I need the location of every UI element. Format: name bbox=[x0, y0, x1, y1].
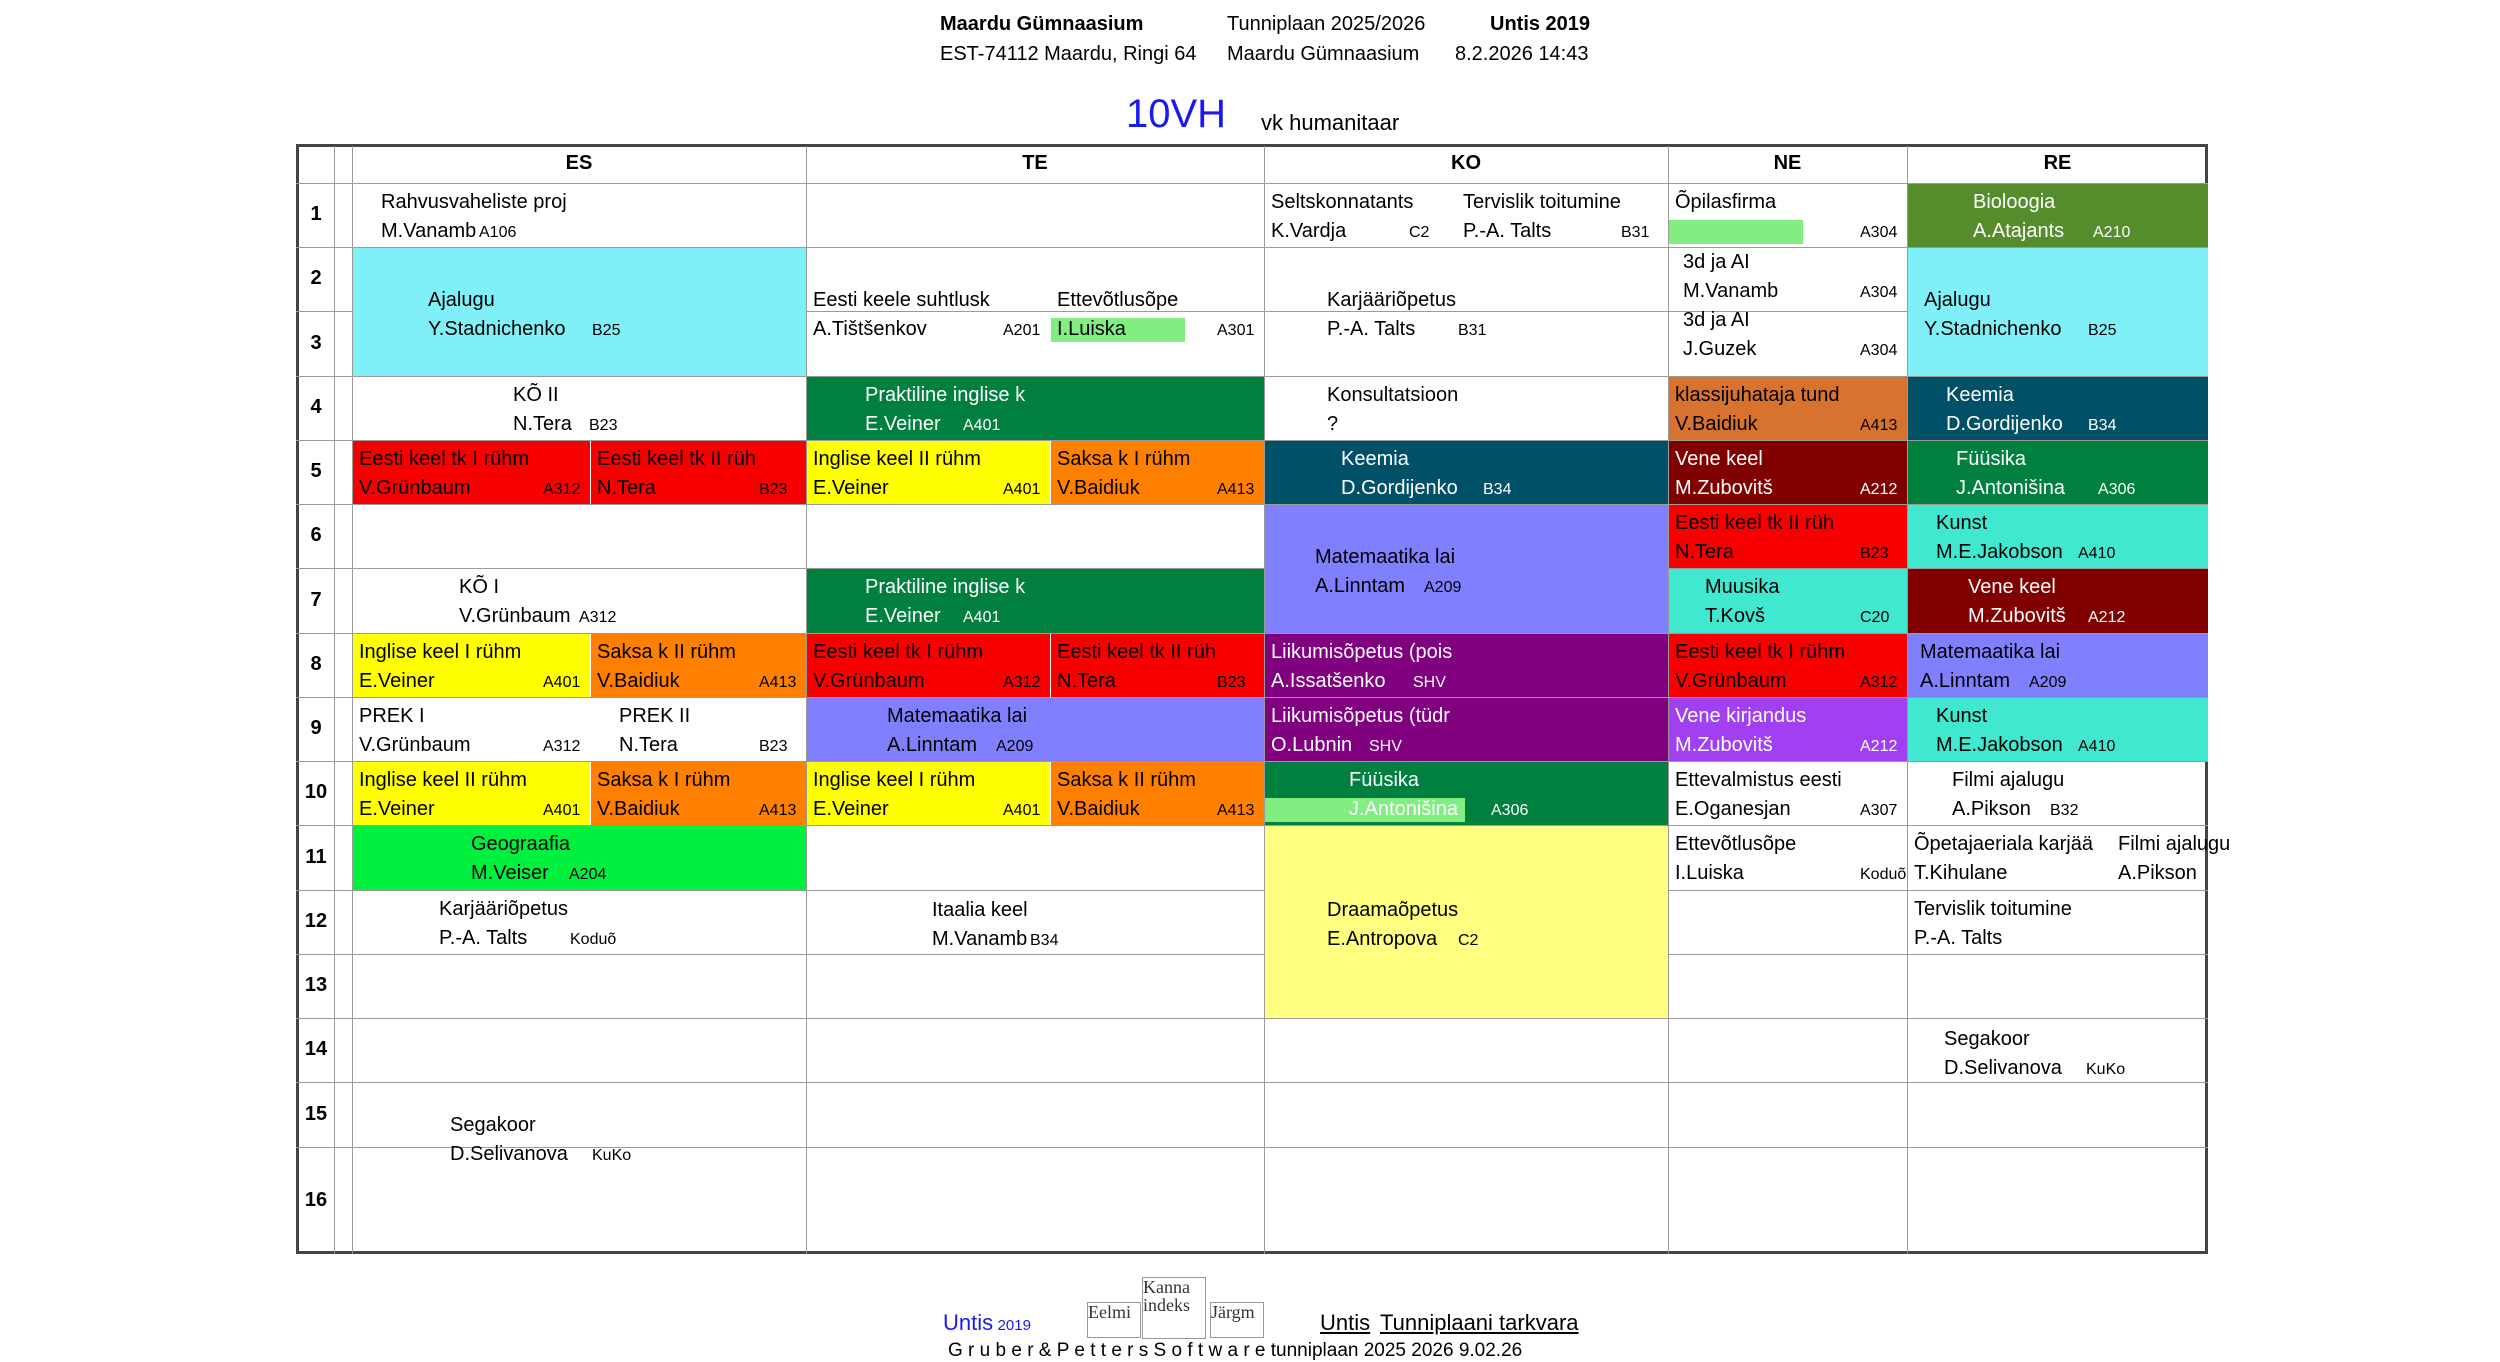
lesson-subject: Segakoor bbox=[1944, 1028, 2030, 1050]
lesson-cell[interactable] bbox=[1265, 377, 1668, 440]
lesson-cell[interactable] bbox=[1669, 441, 1907, 504]
lesson-subject: Matemaatika lai bbox=[1920, 641, 2061, 663]
lesson-subject: Bioloogia bbox=[1973, 191, 2056, 213]
lesson-subject: Füüsika bbox=[1349, 769, 1420, 791]
lesson-room: A209 bbox=[2029, 674, 2067, 691]
lesson-room: A212 bbox=[1860, 481, 1898, 498]
lesson-room: A306 bbox=[1491, 802, 1529, 819]
lesson-room: Koduõ bbox=[570, 931, 617, 948]
lesson-teacher: M.Vanamb bbox=[932, 928, 1028, 950]
lesson-teacher: J.Antonišina bbox=[1956, 477, 2065, 499]
lesson-room: B34 bbox=[2088, 417, 2117, 434]
lesson-teacher: E.Veiner bbox=[813, 798, 889, 820]
lesson-room: A312 bbox=[1860, 674, 1898, 691]
lesson-cell[interactable] bbox=[1908, 505, 2208, 568]
lesson-teacher: E.Veiner bbox=[359, 670, 435, 692]
lesson-subject: Karjääriõpetus bbox=[439, 898, 568, 920]
next-page-icon[interactable] bbox=[1210, 1302, 1264, 1338]
lesson-teacher: V.Baidiuk bbox=[1057, 477, 1140, 499]
index-page-alt: Kanna indeks bbox=[1143, 1277, 1190, 1315]
period-number-5: 5 bbox=[310, 460, 322, 482]
lesson-teacher: J.Guzek bbox=[1683, 338, 1757, 360]
lesson-room: B32 bbox=[2050, 802, 2079, 819]
lesson-teacher: M.Zubovitš bbox=[1968, 605, 2066, 627]
lesson-teacher: J.Antonišina bbox=[1349, 798, 1458, 820]
lesson-room: A212 bbox=[2088, 609, 2126, 626]
lesson-cell[interactable] bbox=[807, 762, 1050, 825]
lesson-room: A401 bbox=[1003, 802, 1041, 819]
lesson-teacher: E.Veiner bbox=[359, 798, 435, 820]
lesson-subject: Itaalia keel bbox=[932, 899, 1028, 921]
lesson-teacher: A.Issatšenko bbox=[1271, 670, 1386, 692]
lesson-cell[interactable] bbox=[353, 762, 590, 825]
lesson-room: A307 bbox=[1860, 802, 1898, 819]
lesson-teacher: T.Kovš bbox=[1705, 605, 1766, 627]
lesson-teacher: M.Zubovitš bbox=[1675, 734, 1773, 756]
lesson-cell[interactable] bbox=[353, 569, 806, 633]
lesson-room: A312 bbox=[579, 609, 617, 626]
lesson-subject: Eesti keele suhtlusk bbox=[813, 289, 990, 311]
lesson-room: B23 bbox=[1860, 545, 1889, 562]
school-name-secondary: Maardu Gümnaasium bbox=[1227, 43, 1420, 65]
lesson-cell[interactable] bbox=[1908, 184, 2208, 247]
lesson-subject: Eesti keel tk I rühm bbox=[1675, 641, 1846, 663]
lesson-room: A401 bbox=[1003, 481, 1041, 498]
lesson-cell[interactable] bbox=[353, 441, 590, 504]
period-number-6: 6 bbox=[310, 524, 322, 546]
lesson-subject: PREK II bbox=[619, 705, 691, 727]
lesson-subject: Eesti keel tk II rüh bbox=[1675, 512, 1834, 534]
lesson-cell[interactable] bbox=[807, 441, 1050, 504]
lesson-cell[interactable] bbox=[807, 634, 1050, 697]
lesson-teacher: M.E.Jakobson bbox=[1936, 541, 2063, 563]
lesson-subject: Liikumisõpetus (tüdr bbox=[1271, 705, 1450, 727]
lesson-subject: Füüsika bbox=[1956, 448, 2027, 470]
software-version: Untis 2019 bbox=[1490, 13, 1591, 35]
timetable-software-link[interactable]: Tunniplaani tarkvara bbox=[1380, 1310, 1579, 1335]
lesson-room: A204 bbox=[569, 866, 607, 883]
lesson-subject: Eesti keel tk I rühm bbox=[813, 641, 984, 663]
lesson-cell[interactable] bbox=[807, 569, 1264, 633]
lesson-subject: Inglise keel II rühm bbox=[813, 448, 981, 470]
lesson-room: A413 bbox=[1860, 417, 1898, 434]
lesson-cell[interactable] bbox=[1457, 184, 1668, 247]
lesson-room: B23 bbox=[589, 417, 618, 434]
day-header-ko: KO bbox=[1451, 152, 1481, 174]
lesson-subject: Vene keel bbox=[1968, 576, 2056, 598]
lesson-subject: Eesti keel tk I rühm bbox=[359, 448, 530, 470]
lesson-teacher: V.Grünbaum bbox=[1675, 670, 1787, 692]
lesson-subject: Inglise keel I rühm bbox=[359, 641, 522, 663]
lesson-room: A306 bbox=[2098, 481, 2136, 498]
lesson-teacher: P.-A. Talts bbox=[1327, 318, 1416, 340]
lesson-teacher: V.Baidiuk bbox=[597, 798, 680, 820]
lesson-cell[interactable] bbox=[353, 634, 590, 697]
lesson-room: A312 bbox=[543, 738, 581, 755]
lesson-cell[interactable] bbox=[1669, 248, 1907, 376]
lesson-subject: Eesti keel tk II rüh bbox=[1057, 641, 1216, 663]
period-number-12: 12 bbox=[304, 910, 328, 932]
lesson-cell[interactable] bbox=[591, 762, 806, 825]
lesson-teacher: D.Selivanova bbox=[450, 1143, 568, 1165]
lesson-teacher: M.Veiser bbox=[471, 862, 549, 884]
lesson-room: A413 bbox=[759, 802, 797, 819]
lesson-teacher: I.Luiska bbox=[1675, 862, 1744, 884]
index-page-icon[interactable] bbox=[1142, 1277, 1206, 1339]
lesson-cell[interactable] bbox=[1669, 698, 1907, 761]
lesson-teacher: I.Luiska bbox=[1057, 318, 1126, 340]
lesson-subject: Geograafia bbox=[471, 833, 570, 855]
lesson-cell[interactable] bbox=[353, 184, 806, 247]
period-number-14: 14 bbox=[304, 1038, 328, 1060]
lesson-room: B31 bbox=[1621, 224, 1650, 241]
lesson-subject: 3d ja AI bbox=[1683, 309, 1750, 331]
lesson-subject: Segakoor bbox=[450, 1114, 536, 1136]
lesson-room: A401 bbox=[963, 609, 1001, 626]
lesson-cell[interactable] bbox=[591, 698, 806, 761]
lesson-room: A209 bbox=[1424, 579, 1462, 596]
lesson-cell[interactable] bbox=[1265, 441, 1668, 504]
lesson-teacher: M.E.Jakobson bbox=[1936, 734, 2063, 756]
lesson-subject: Matemaatika lai bbox=[887, 705, 1028, 727]
lesson-cell[interactable] bbox=[1265, 698, 1668, 761]
period-number-3: 3 bbox=[310, 331, 322, 354]
lesson-teacher: M.Vanamb bbox=[381, 220, 477, 242]
lesson-subject: Vene keel bbox=[1675, 448, 1763, 470]
lesson-cell[interactable] bbox=[1265, 826, 1668, 1018]
period-number-15: 15 bbox=[304, 1102, 328, 1125]
lesson-room: B34 bbox=[1483, 481, 1512, 498]
lesson-teacher: Y.Stadnichenko bbox=[1924, 318, 2062, 340]
lesson-room: A410 bbox=[2078, 545, 2116, 562]
lesson-cell[interactable] bbox=[1669, 377, 1907, 440]
day-header-ne: NE bbox=[1773, 152, 1802, 174]
lesson-teacher: E.Veiner bbox=[865, 605, 941, 627]
footer-credit: G r u b e r & P e t t e r s S o f t w a r e tunniplaan 2025 2026 9.02.26 bbox=[948, 1340, 1523, 1361]
lesson-subject: Ettevõtlusõpe bbox=[1675, 833, 1797, 855]
period-number-13: 13 bbox=[304, 974, 328, 996]
lesson-cell[interactable] bbox=[1265, 505, 1668, 633]
lesson-room: A401 bbox=[543, 674, 581, 691]
lesson-room: A410 bbox=[2078, 738, 2116, 755]
lesson-room: Koduõ bbox=[1860, 866, 1907, 883]
lesson-room: A201 bbox=[1003, 322, 1041, 339]
lesson-cell[interactable] bbox=[353, 248, 806, 376]
lesson-teacher: M.Vanamb bbox=[1683, 280, 1779, 302]
lesson-teacher: A.Linntam bbox=[887, 734, 978, 756]
lesson-cell[interactable] bbox=[1669, 826, 1907, 890]
lesson-subject: Kunst bbox=[1936, 512, 1988, 534]
untis-link[interactable]: Untis bbox=[1320, 1310, 1371, 1335]
lesson-cell[interactable] bbox=[1051, 441, 1264, 504]
lesson-room: KuKo bbox=[592, 1147, 632, 1164]
class-description: vk humanitaar bbox=[1261, 110, 1400, 135]
lesson-teacher: N.Tera bbox=[513, 413, 572, 435]
lesson-teacher: V.Grünbaum bbox=[459, 605, 571, 627]
lesson-cell[interactable] bbox=[591, 634, 806, 697]
lesson-cell[interactable] bbox=[1669, 634, 1907, 697]
lesson-teacher: ? bbox=[1327, 413, 1339, 435]
lesson-cell[interactable] bbox=[1669, 569, 1907, 633]
lesson-room: A312 bbox=[543, 481, 581, 498]
plan-name: Tunniplaan 2025/2026 bbox=[1227, 13, 1426, 35]
lesson-room: A209 bbox=[996, 738, 1034, 755]
lesson-cell[interactable] bbox=[1908, 762, 2208, 825]
lesson-room: A106 bbox=[479, 224, 517, 241]
lesson-teacher: V.Baidiuk bbox=[1675, 413, 1758, 435]
lesson-room: B25 bbox=[592, 322, 621, 339]
lesson-cell[interactable] bbox=[1908, 698, 2208, 761]
lesson-cell[interactable] bbox=[1908, 441, 2208, 504]
footer-untis-label: Untis bbox=[943, 1310, 994, 1335]
school-address: EST-74112 Maardu, Ringi 64 bbox=[940, 43, 1197, 65]
previous-page-icon[interactable] bbox=[1087, 1302, 1141, 1338]
lesson-room: KuKo bbox=[2086, 1061, 2126, 1078]
lesson-teacher: A.Pikson bbox=[2118, 862, 2197, 884]
lesson-cell[interactable] bbox=[1265, 248, 1668, 376]
lesson-subject: Praktiline inglise k bbox=[865, 384, 1026, 406]
lesson-cell[interactable] bbox=[1051, 762, 1264, 825]
lesson-subject: Eesti keel tk II rüh bbox=[597, 448, 756, 470]
lesson-cell[interactable] bbox=[807, 248, 1050, 376]
lesson-teacher: A.Pikson bbox=[1952, 798, 2031, 820]
lesson-subject: Draamaõpetus bbox=[1327, 899, 1459, 921]
lesson-subject: KÕ II bbox=[513, 384, 559, 406]
lesson-teacher: D.Selivanova bbox=[1944, 1057, 2062, 1079]
lesson-subject: Saksa k I rühm bbox=[1057, 448, 1191, 470]
period-number-2: 2 bbox=[310, 267, 322, 289]
lesson-room: A413 bbox=[1217, 802, 1255, 819]
lesson-room: B34 bbox=[1030, 932, 1059, 949]
lesson-teacher: N.Tera bbox=[597, 477, 656, 499]
lesson-cell[interactable] bbox=[1908, 891, 2208, 954]
period-number-9: 9 bbox=[310, 717, 322, 739]
lesson-room: C2 bbox=[1409, 224, 1430, 241]
lesson-room: A413 bbox=[759, 674, 797, 691]
lesson-room: B23 bbox=[1217, 674, 1246, 691]
period-number-10: 10 bbox=[304, 781, 328, 803]
lesson-cell[interactable] bbox=[807, 826, 1264, 1018]
lesson-subject: PREK I bbox=[359, 705, 425, 727]
lesson-teacher: M.Zubovitš bbox=[1675, 477, 1773, 499]
lesson-cell[interactable] bbox=[1908, 634, 2208, 697]
lesson-room: A210 bbox=[2093, 224, 2131, 241]
lesson-teacher: E.Oganesjan bbox=[1675, 798, 1791, 820]
lesson-room: SHV bbox=[1413, 674, 1446, 691]
footer-untis-year: 2019 bbox=[997, 1317, 1031, 1334]
lesson-teacher: D.Gordijenko bbox=[1341, 477, 1458, 499]
lesson-cell[interactable] bbox=[1908, 569, 2208, 633]
lesson-teacher: A.Atajants bbox=[1973, 220, 2065, 242]
lesson-subject: Tervislik toitumine bbox=[1463, 191, 1621, 213]
lesson-cell[interactable] bbox=[1051, 248, 1264, 376]
teacher-highlight bbox=[1669, 220, 1803, 244]
lesson-room: C20 bbox=[1860, 609, 1890, 626]
lesson-subject: Karjääriõpetus bbox=[1327, 289, 1456, 311]
lesson-subject: Liikumisõpetus (pois bbox=[1271, 641, 1453, 663]
lesson-teacher: V.Baidiuk bbox=[1057, 798, 1140, 820]
lesson-room: A413 bbox=[1217, 481, 1255, 498]
lesson-room: C2 bbox=[1458, 932, 1479, 949]
lesson-teacher: N.Tera bbox=[1057, 670, 1116, 692]
lesson-teacher: A.Tištšenkov bbox=[813, 318, 927, 340]
lesson-teacher: K.Vardja bbox=[1271, 220, 1347, 242]
lesson-room: A401 bbox=[543, 802, 581, 819]
lesson-room: B23 bbox=[759, 481, 788, 498]
lesson-subject: Ajalugu bbox=[428, 289, 495, 311]
lesson-teacher: V.Grünbaum bbox=[359, 734, 471, 756]
lesson-subject: Konsultatsioon bbox=[1327, 384, 1459, 406]
lesson-subject: Tervislik toitumine bbox=[1914, 898, 2072, 920]
lesson-cell[interactable] bbox=[353, 1019, 806, 1254]
lesson-subject: klassijuhataja tund bbox=[1675, 384, 1840, 406]
lesson-subject: Saksa k II rühm bbox=[597, 641, 736, 663]
lesson-teacher: E.Veiner bbox=[865, 413, 941, 435]
lesson-room: A212 bbox=[1860, 738, 1898, 755]
print-datetime: 8.2.2026 14:43 bbox=[1455, 43, 1589, 65]
lesson-subject: Muusika bbox=[1705, 576, 1780, 598]
period-number-11: 11 bbox=[305, 845, 327, 868]
lesson-cell[interactable] bbox=[1908, 248, 2208, 376]
lesson-cell[interactable] bbox=[353, 377, 806, 440]
lesson-subject: Inglise keel II rühm bbox=[359, 769, 527, 791]
lesson-cell[interactable] bbox=[353, 698, 590, 761]
lesson-subject: Saksa k I rühm bbox=[597, 769, 731, 791]
lesson-room: SHV bbox=[1369, 738, 1402, 755]
lesson-cell[interactable] bbox=[807, 698, 1264, 761]
lesson-subject: Matemaatika lai bbox=[1315, 546, 1456, 568]
lesson-cell[interactable] bbox=[1265, 762, 1668, 825]
day-header-te: TE bbox=[1022, 152, 1048, 174]
lesson-teacher: A.Linntam bbox=[1315, 575, 1406, 597]
lesson-teacher: P.-A. Talts bbox=[439, 927, 528, 949]
lesson-cell[interactable] bbox=[807, 377, 1264, 440]
lesson-subject: Rahvusvaheliste proj bbox=[381, 191, 567, 213]
lesson-cell[interactable] bbox=[1908, 377, 2208, 440]
lesson-room: A304 bbox=[1860, 284, 1898, 301]
period-number-4: 4 bbox=[310, 396, 322, 418]
lesson-subject: Õpetajaeriala karjää bbox=[1914, 833, 2093, 855]
lesson-cell[interactable] bbox=[1908, 955, 2208, 1147]
lesson-teacher: P.-A. Talts bbox=[1463, 220, 1552, 242]
lesson-cell[interactable] bbox=[1265, 634, 1668, 697]
lesson-room: B25 bbox=[2088, 322, 2117, 339]
footer-untis-brand bbox=[943, 1310, 1031, 1336]
lesson-subject: Praktiline inglise k bbox=[865, 576, 1026, 598]
class-name: 10VH bbox=[1126, 92, 1227, 136]
lesson-cell[interactable] bbox=[1669, 505, 1907, 568]
lesson-cell[interactable] bbox=[1908, 826, 2111, 890]
lesson-room: A301 bbox=[1217, 322, 1255, 339]
lesson-teacher: E.Veiner bbox=[813, 477, 889, 499]
lesson-teacher: O.Lubnin bbox=[1271, 734, 1353, 756]
period-number-8: 8 bbox=[310, 653, 322, 675]
lesson-teacher: V.Baidiuk bbox=[597, 670, 680, 692]
lesson-subject: Kunst bbox=[1936, 705, 1988, 727]
lesson-subject: Keemia bbox=[1341, 448, 1409, 470]
school-name: Maardu Gümnaasium bbox=[940, 13, 1144, 35]
lesson-cell[interactable] bbox=[591, 441, 806, 504]
lesson-teacher: D.Gordijenko bbox=[1946, 413, 2063, 435]
lesson-room: A401 bbox=[963, 417, 1001, 434]
grid-column-line bbox=[334, 146, 335, 1254]
lesson-subject: Vene kirjandus bbox=[1675, 705, 1807, 727]
period-number-7: 7 bbox=[310, 588, 322, 611]
lesson-cell[interactable] bbox=[1051, 634, 1264, 697]
lesson-subject: Filmi ajalugu bbox=[1952, 769, 2065, 791]
lesson-teacher: V.Grünbaum bbox=[813, 670, 925, 692]
period-number-1: 1 bbox=[310, 203, 322, 225]
lesson-room: A304 bbox=[1860, 224, 1898, 241]
lesson-subject: Inglise keel I rühm bbox=[813, 769, 976, 791]
lesson-teacher: N.Tera bbox=[1675, 541, 1734, 563]
lesson-teacher: Y.Stadnichenko bbox=[428, 318, 566, 340]
lesson-teacher: T.Kihulane bbox=[1914, 862, 2008, 884]
lesson-teacher: A.Linntam bbox=[1920, 670, 2011, 692]
lesson-teacher: E.Antropova bbox=[1327, 928, 1438, 950]
lesson-subject: Keemia bbox=[1946, 384, 2014, 406]
lesson-subject: Saksa k II rühm bbox=[1057, 769, 1196, 791]
lesson-cell[interactable] bbox=[1265, 184, 1456, 247]
lesson-teacher: V.Grünbaum bbox=[359, 477, 471, 499]
lesson-room: B23 bbox=[759, 738, 788, 755]
lesson-subject: Ajalugu bbox=[1924, 289, 1991, 311]
lesson-subject: Õpilasfirma bbox=[1675, 191, 1777, 213]
lesson-subject: KÕ I bbox=[459, 576, 500, 598]
period-number-16: 16 bbox=[304, 1188, 328, 1211]
next-page-alt: Järgm bbox=[1211, 1302, 1255, 1322]
lesson-subject: Seltskonnatants bbox=[1271, 191, 1414, 213]
lesson-cell[interactable] bbox=[2112, 826, 2231, 890]
lesson-cell[interactable] bbox=[353, 891, 806, 954]
lesson-cell[interactable] bbox=[1669, 762, 1907, 825]
lesson-cell[interactable] bbox=[353, 826, 806, 890]
day-header-es: ES bbox=[565, 152, 593, 174]
lesson-subject: Ettevalmistus eesti bbox=[1675, 769, 1842, 791]
lesson-teacher: N.Tera bbox=[619, 734, 678, 756]
lesson-room: B31 bbox=[1458, 322, 1487, 339]
lesson-teacher: P.-A. Talts bbox=[1914, 927, 2003, 949]
lesson-room: A304 bbox=[1860, 342, 1898, 359]
day-header-re: RE bbox=[2043, 152, 2072, 174]
lesson-subject: Ettevõtlusõpe bbox=[1057, 289, 1179, 311]
previous-page-alt: Eelmi bbox=[1088, 1302, 1131, 1322]
lesson-subject: Filmi ajalugu bbox=[2118, 833, 2231, 855]
lesson-room: A312 bbox=[1003, 674, 1041, 691]
lesson-subject: 3d ja AI bbox=[1683, 251, 1750, 273]
